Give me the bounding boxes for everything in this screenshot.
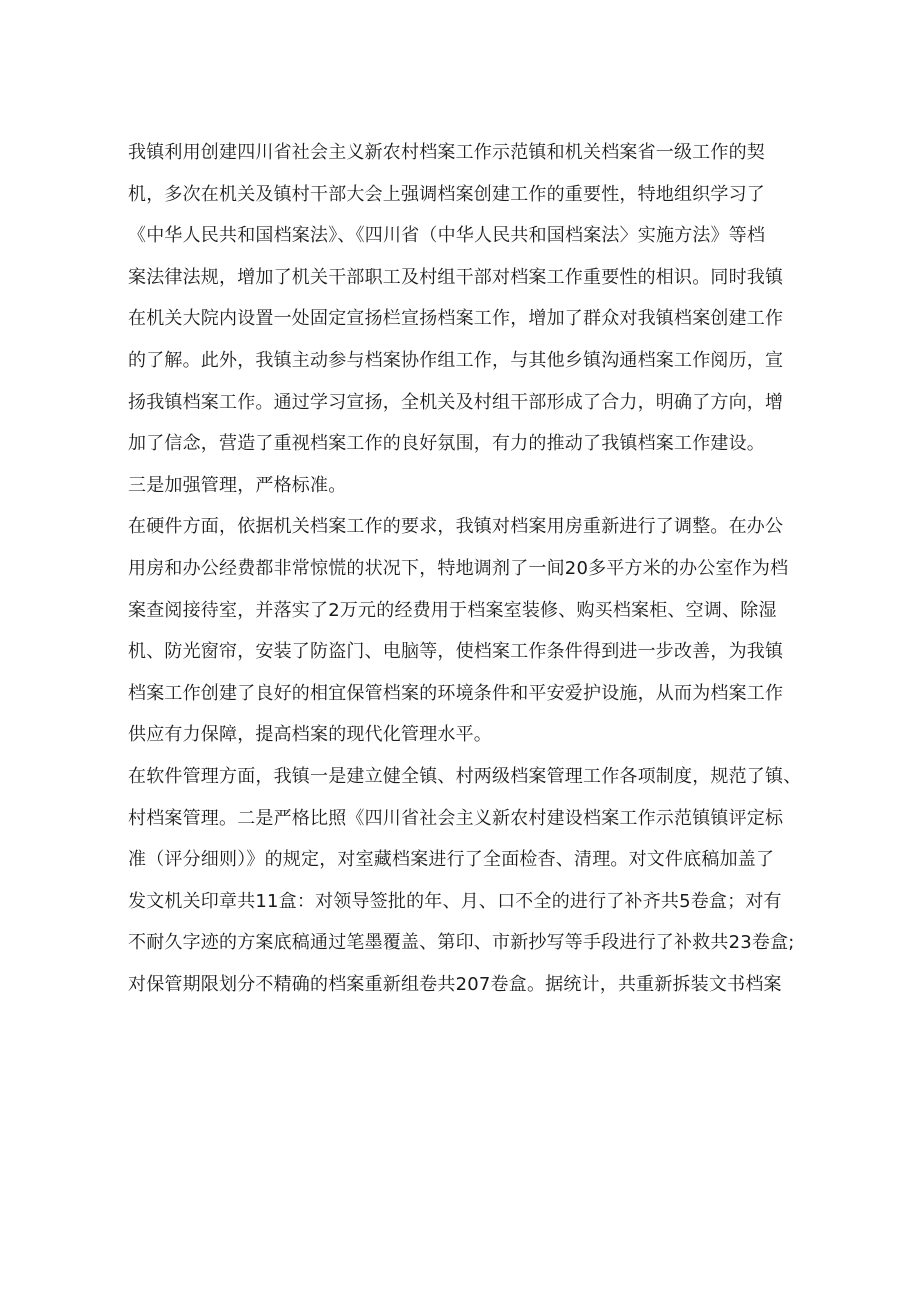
text-line: 机、防光窗帘，安装了防盗门、电脑等，使档案工作条件得到进一步改善，为我镇 (128, 641, 784, 663)
section-heading: 三是加强管理，严格标准。 (128, 474, 347, 496)
text-line: 的了解。此外，我镇主动参与档案协作组工作，与其他乡镇沟通档案工作阅历，宣 (128, 349, 784, 371)
text-line: 供应有力保障，提高档案的现代化管理水平。 (128, 724, 492, 746)
text-line: 扬我镇档案工作。通过学习宣扬，全机关及村组干部形成了合力，明确了方向，增 (128, 391, 784, 413)
text-line: 加了信念，营造了重视档案工作的良好氛围，有力的推动了我镇档案工作建设。 (128, 433, 765, 455)
text-line: 档案工作创建了良好的相宜保管档案的环境条件和平安爱护设施，从而为档案工作 (128, 682, 784, 704)
text-line: 村档案管理。二是严格比照《四川省社会主义新农村建设档案工作示范镇镇评定标 (128, 807, 784, 829)
text-line: 不耐久字迹的方案底稿通过笔墨覆盖、第印、市新抄写等手段进行了补救共23卷盒; (128, 932, 795, 954)
text-line: 在硬件方面，依据机关档案工作的要求，我镇对档案用房重新进行了调整。在办公 (128, 516, 784, 538)
text-line: 准（评分细则）》的规定，对室藏档案进行了全面检杳、清理。对文件底稿加盖了 (128, 849, 775, 871)
text-line: 在机关大院内设置一处固定宣扬栏宣扬档案工作，增加了群众对我镇档案创建工作 (128, 308, 784, 330)
text-line: 对保管期限划分不精确的档案重新组卷共207卷盒。据统计，共重新拆装文书档案 (128, 973, 782, 995)
text-line: 发文机关印章共11盒：对领导签批的年、月、口不全的进行了补齐共5卷盒；对有 (128, 890, 782, 912)
text-line: 案查阅接待室，并落实了2万元的经费用于档案室装修、购买档案柜、空调、除湿 (128, 599, 777, 621)
text-line: 机，多次在机关及镇村干部大会上强调档案创建工作的重要性，特地组织学习了 (128, 183, 765, 205)
text-line: 我镇利用创建四川省社会主义新农村档案工作示范镇和机关档案省一级工作的契 (128, 142, 765, 163)
text-line: 用房和办公经费都非常惊慌的状况下，特地调剂了一间20多平方米的办公室作为档 (128, 557, 789, 579)
text-line: 《中华人民共和国档案法》、《四川省（中华人民共和国档案法〉实施方法》等档 (128, 225, 766, 247)
text-line: 案法律法规，增加了机关干部职工及村组干部对档案工作重要性的相识。同时我镇 (128, 266, 784, 288)
text-line: 在软件管理方面，我镇一是建立健全镇、村两级档案管理工作各项制度，规范了镇、 (128, 765, 802, 787)
document-body (128, 132, 808, 1005)
